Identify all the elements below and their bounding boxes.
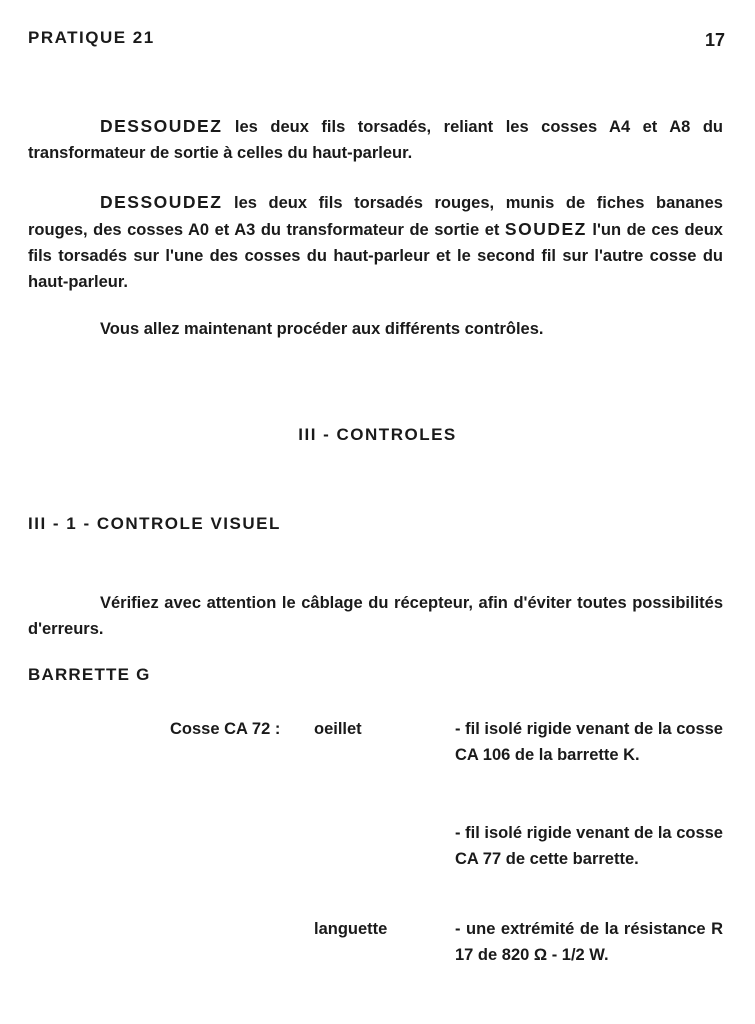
paragraph-desoldering-a4-a8: [28, 113, 723, 166]
oeillet-description-2: - fil isolé rigide venant de la cosse CA 77 de cette barrette.: [455, 824, 723, 868]
paragraph-text: les deux fils torsadés, reliant les cosses A4 et A8 du transformateur de sortie à celles du haut-parleur.: [28, 118, 723, 162]
oeillet-label: oeillet: [314, 720, 362, 738]
barrette-title: BARRETTE G: [28, 665, 151, 684]
oeillet-description-1: - fil isolé rigide venant de la cosse CA 106 de la barrette K.: [455, 720, 723, 764]
paragraph-desoldering-a0-a3: [28, 189, 723, 295]
keyword-soudez: SOUDEZ: [504, 219, 587, 239]
cosse-label: Cosse CA 72 :: [170, 720, 281, 738]
paragraph-controls-intro: Vous allez maintenant procéder aux différents contrôles.: [100, 320, 544, 338]
page-number: 17: [704, 30, 725, 50]
running-header: PRATIQUE 21: [28, 28, 155, 47]
languette-description: - une extrémité de la résistance R 17 de 820 Ω - 1/2 W.: [455, 920, 723, 964]
keyword-dessoudez: DESSOUDEZ: [100, 192, 223, 212]
paragraph-text: l'un de ces deux fils torsadés sur l'une des cosses du haut-parleur et le second fil sur l'autre cosse du haut-parleur.: [28, 221, 723, 291]
paragraph-text: les deux fils torsadés rouges, munis de fiches bananes rouges, des cosses A0 et A3 du transformateur de sortie et: [28, 194, 723, 239]
section-title: III - CONTROLES: [298, 425, 457, 444]
subsection-title: III - 1 - CONTROLE VISUEL: [28, 514, 281, 533]
keyword-dessoudez: DESSOUDEZ: [100, 116, 223, 136]
languette-label: languette: [314, 920, 388, 938]
paragraph-visual-check: Vérifiez avec attention le câblage du récepteur, afin d'éviter toutes possibilités d'erreurs.: [28, 594, 723, 638]
